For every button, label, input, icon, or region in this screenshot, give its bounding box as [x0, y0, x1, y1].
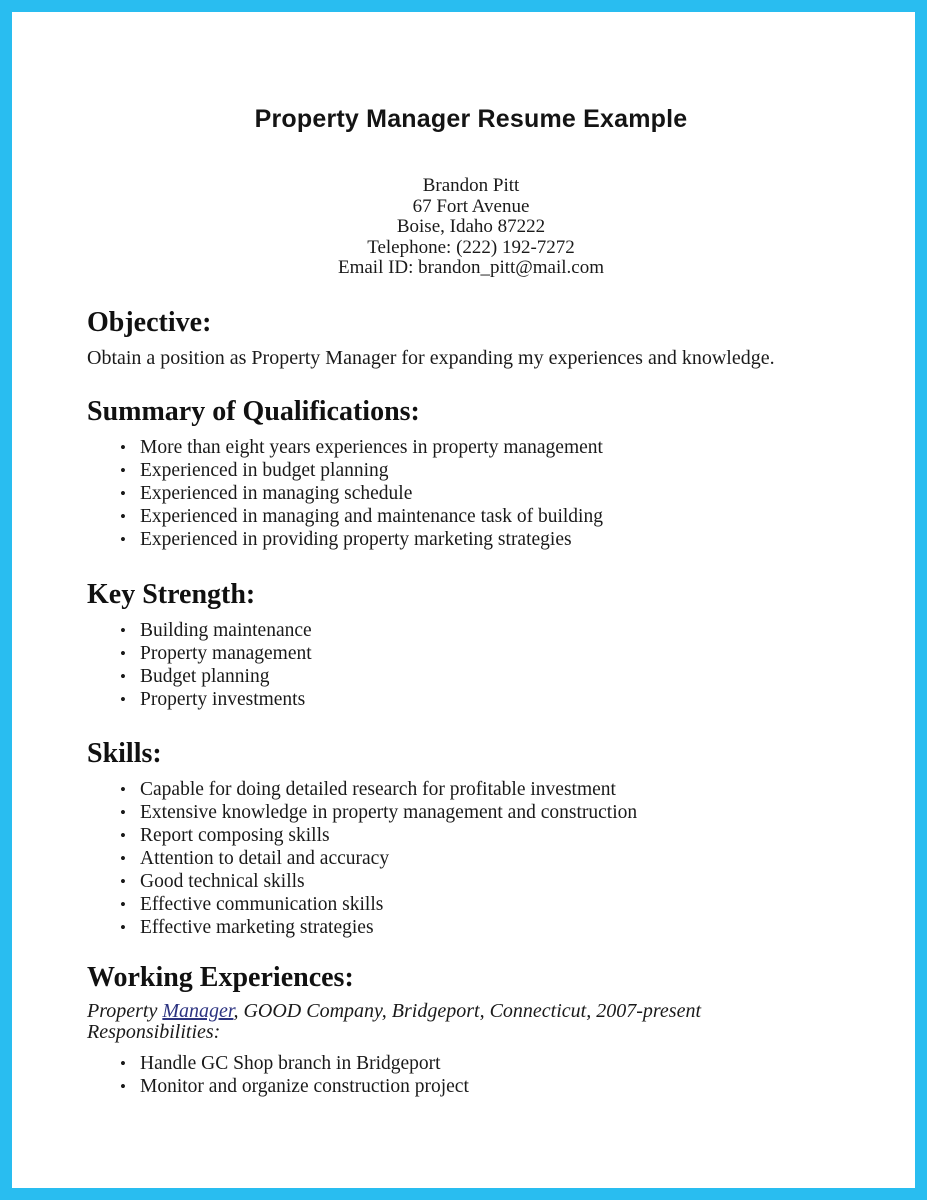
- qualification-item: • Experienced in managing schedule: [87, 482, 855, 505]
- skill-item: • Capable for doing detailed research for profitable investment: [87, 778, 855, 801]
- qualification-item: • Experienced in providing property marketing strategies: [87, 528, 855, 551]
- qualifications-heading: Summary of Qualifications:: [87, 395, 420, 427]
- key-strength-item: • Property management: [87, 642, 855, 665]
- skill-item: • Effective communication skills: [87, 893, 855, 916]
- key-strength-item: • Budget planning: [87, 665, 855, 688]
- skills-list: [87, 778, 855, 939]
- responsibilities-label: Responsibilities:: [87, 1021, 221, 1043]
- objective-text: Obtain a position as Property Manager for expanding my experiences and knowledge.: [87, 346, 775, 369]
- skill-item: • Extensive knowledge in property management and construction: [87, 801, 855, 824]
- manager-link[interactable]: Manager: [162, 999, 234, 1022]
- contact-telephone: Telephone: (222) 192-7272: [367, 236, 575, 258]
- section-qualifications: [87, 396, 855, 551]
- qualification-item: • Experienced in budget planning: [87, 459, 855, 482]
- experience-role-line: [87, 1001, 855, 1023]
- contact-block: [87, 176, 855, 279]
- contact-address-line1: 67 Fort Avenue: [412, 195, 530, 217]
- skills-heading: Skills:: [87, 737, 162, 769]
- key-strength-list: [87, 619, 855, 711]
- section-key-strength: [87, 579, 855, 711]
- role-prefix: Property: [87, 999, 163, 1022]
- document-title: Property Manager Resume Example: [254, 105, 688, 133]
- skill-item: • Effective marketing strategies: [87, 916, 855, 939]
- resume-content: [12, 104, 915, 1098]
- qualifications-list: [87, 436, 855, 551]
- contact-address-line2: Boise, Idaho 87222: [396, 216, 546, 237]
- skill-item: • Attention to detail and accuracy: [87, 847, 855, 870]
- section-working-experiences: [87, 962, 855, 1098]
- contact-email: Email ID: brandon_pitt@mail.com: [337, 257, 605, 278]
- responsibility-item: • Monitor and organize construction project: [87, 1075, 855, 1098]
- objective-heading: Objective:: [87, 306, 212, 338]
- section-objective: [87, 307, 855, 369]
- contact-name: Brandon Pitt: [422, 175, 520, 196]
- section-skills: [87, 738, 855, 939]
- role-suffix: , GOOD Company, Bridgeport, Connecticut, 2007-present: [233, 999, 702, 1022]
- skill-item: • Good technical skills: [87, 870, 855, 893]
- qualification-item: • More than eight years experiences in property management: [87, 436, 855, 459]
- key-strength-heading: Key Strength:: [87, 578, 256, 610]
- key-strength-item: • Property investments: [87, 688, 855, 711]
- skill-item: • Report composing skills: [87, 824, 855, 847]
- key-strength-item: • Building maintenance: [87, 619, 855, 642]
- responsibilities-list: [87, 1052, 855, 1098]
- working-experiences-heading: Working Experiences:: [87, 961, 354, 993]
- qualification-item: • Experienced in managing and maintenance task of building: [87, 505, 855, 528]
- responsibility-item: • Handle GC Shop branch in Bridgeport: [87, 1052, 855, 1075]
